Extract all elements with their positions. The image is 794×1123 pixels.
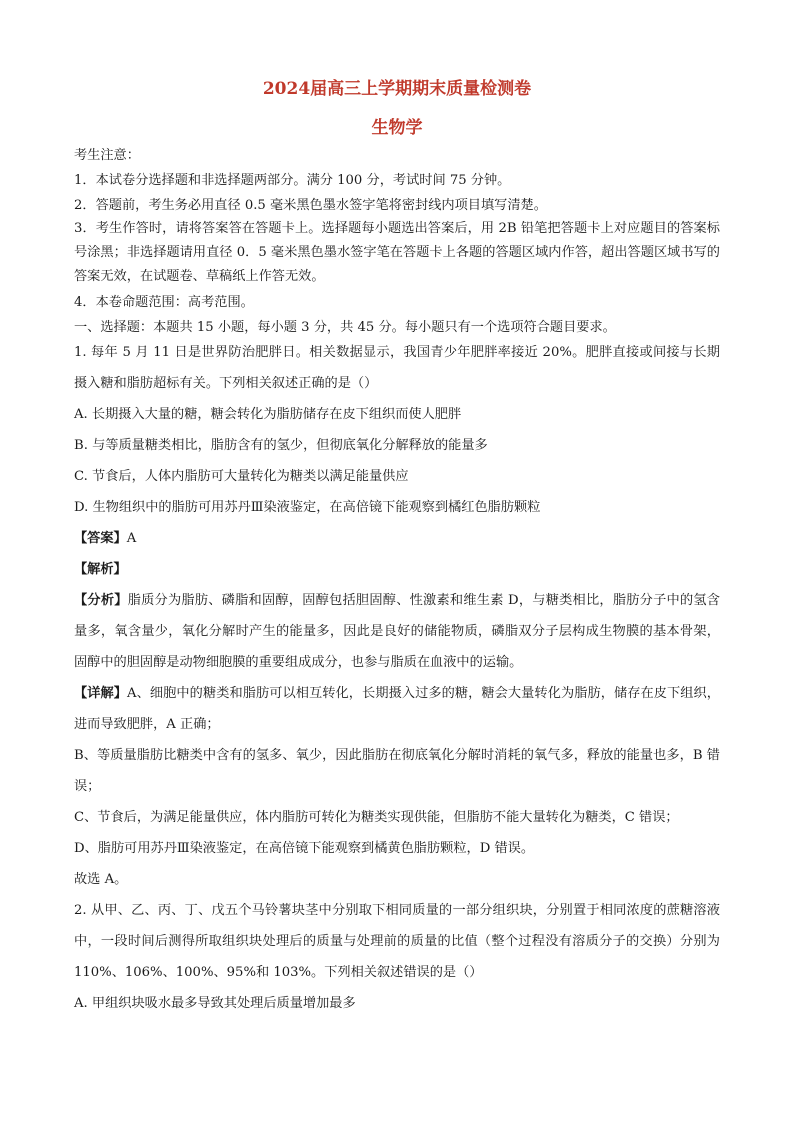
question-stem: 1. 每年 5 月 11 日是世界防治肥胖日。相关数据显示，我国青少年肥胖率接近 20%。肥胖直接或间接与长期摄入糖和脂肪超标有关。下列相关叙述正确的是（） bbox=[74, 345, 720, 391]
xiangjie-label: 【详解】 bbox=[74, 686, 128, 701]
xiangjie-text: A、细胞中的糖类和脂肪可以相互转化，长期摄入过多的糖，糖会大量转化为脂肪，储存在皮下组织，进而导致肥胖，A 正确； bbox=[74, 686, 720, 732]
analysis-line bbox=[74, 554, 720, 585]
xiangjie-paragraph bbox=[74, 678, 720, 740]
xiangjie-item: D、脂肪可用苏丹Ⅲ染液鉴定，在高倍镜下能观察到橘黄色脂肪颗粒，D 错误。 bbox=[74, 841, 535, 856]
question-option: C. 节食后，人体内脂肪可大量转化为糖类以满足能量供应 bbox=[74, 469, 409, 484]
question-option: A. 长期摄入大量的糖，糖会转化为脂肪储存在皮下组织而使人肥胖 bbox=[74, 407, 462, 422]
section-heading: 一、选择题：本题共 15 小题，每小题 3 分，共 45 分。每小题只有一个选项符合题目要求。 bbox=[74, 320, 616, 335]
notice-item: 1．本试卷分选择题和非选择题两部分。满分 100 分，考试时间 75 分钟。 bbox=[74, 173, 511, 188]
exam-title: 2024届高三上学期期末质量检测卷 bbox=[262, 79, 532, 99]
answer-line bbox=[74, 523, 720, 554]
xiangjie-item: C、节食后，为满足能量供应，体内脂肪可转化为糖类实现供能，但脂肪不能大量转化为糖类，C 错误； bbox=[74, 810, 679, 825]
question-option: A. 甲组织块吸水最多导致其处理后质量增加最多 bbox=[74, 996, 356, 1011]
question-option: D. 生物组织中的脂肪可用苏丹Ⅲ染液鉴定，在高倍镜下能观察到橘红色脂肪颗粒 bbox=[74, 500, 541, 515]
notice-item: 4．本卷命题范围：高考范围。 bbox=[74, 295, 254, 310]
answer-label: 【答案】 bbox=[74, 531, 127, 546]
fenxi-text: 脂质分为脂肪、磷脂和固醇，固醇包括胆固醇、性激素和维生素 D，与糖类相比，脂肪分子中的氢含量多，氧含量少，氧化分解时产生的能量多，因此是良好的储能物质，磷脂双分子层构成生物膜的基本骨架，固醇中的胆固醇是动物细胞膜的重要组成成分，也参与脂质在血液中的运输。 bbox=[74, 593, 720, 670]
analysis-label: 【解析】 bbox=[74, 562, 127, 577]
xiangjie-item: B、等质量脂肪比糖类中含有的氢多、氧少，因此脂肪在彻底氧化分解时消耗的氧气多，释放的能量也多，B 错误； bbox=[74, 748, 720, 794]
subject-title: 生物学 bbox=[371, 118, 423, 138]
question-stem: 2. 从甲、乙、丙、丁、戊五个马铃薯块茎中分别取下相同质量的一部分组织块，分别置于相同浓度的蔗糖溶液中，一段时间后测得所取组织块处理后的质量与处理前的质量的比值（整个过程没有溶质分子的交换）分别为 110%、106%、100%、95%和 103%。下列相关叙述错误的是（） bbox=[74, 903, 720, 980]
question-option: B. 与等质量糖类相比，脂肪含有的氢少，但彻底氧化分解释放的能量多 bbox=[74, 438, 488, 453]
conclusion: 故选 A。 bbox=[74, 872, 128, 887]
fenxi-label: 【分析】 bbox=[74, 593, 128, 608]
fenxi-paragraph bbox=[74, 585, 720, 678]
answer-value: A bbox=[126, 531, 137, 546]
notice-item: 3．考生作答时，请将答案答在答题卡上。选择题每小题选出答案后，用 2B 铅笔把答题卡上对应题目的答案标号涂黑；非选择题请用直径 0．5 毫米黑色墨水签字笔在答题卡上各题的答题区域内作答，超出答题区域书写的答案无效，在试题卷、草稿纸上作答无效。 bbox=[74, 221, 720, 284]
notice-item: 2．答题前，考生务必用直径 0.5 毫米黑色墨水签字笔将密封线内项目填写清楚。 bbox=[74, 198, 547, 213]
notice-heading: 考生注意： bbox=[74, 148, 140, 163]
document-body bbox=[74, 146, 720, 1019]
